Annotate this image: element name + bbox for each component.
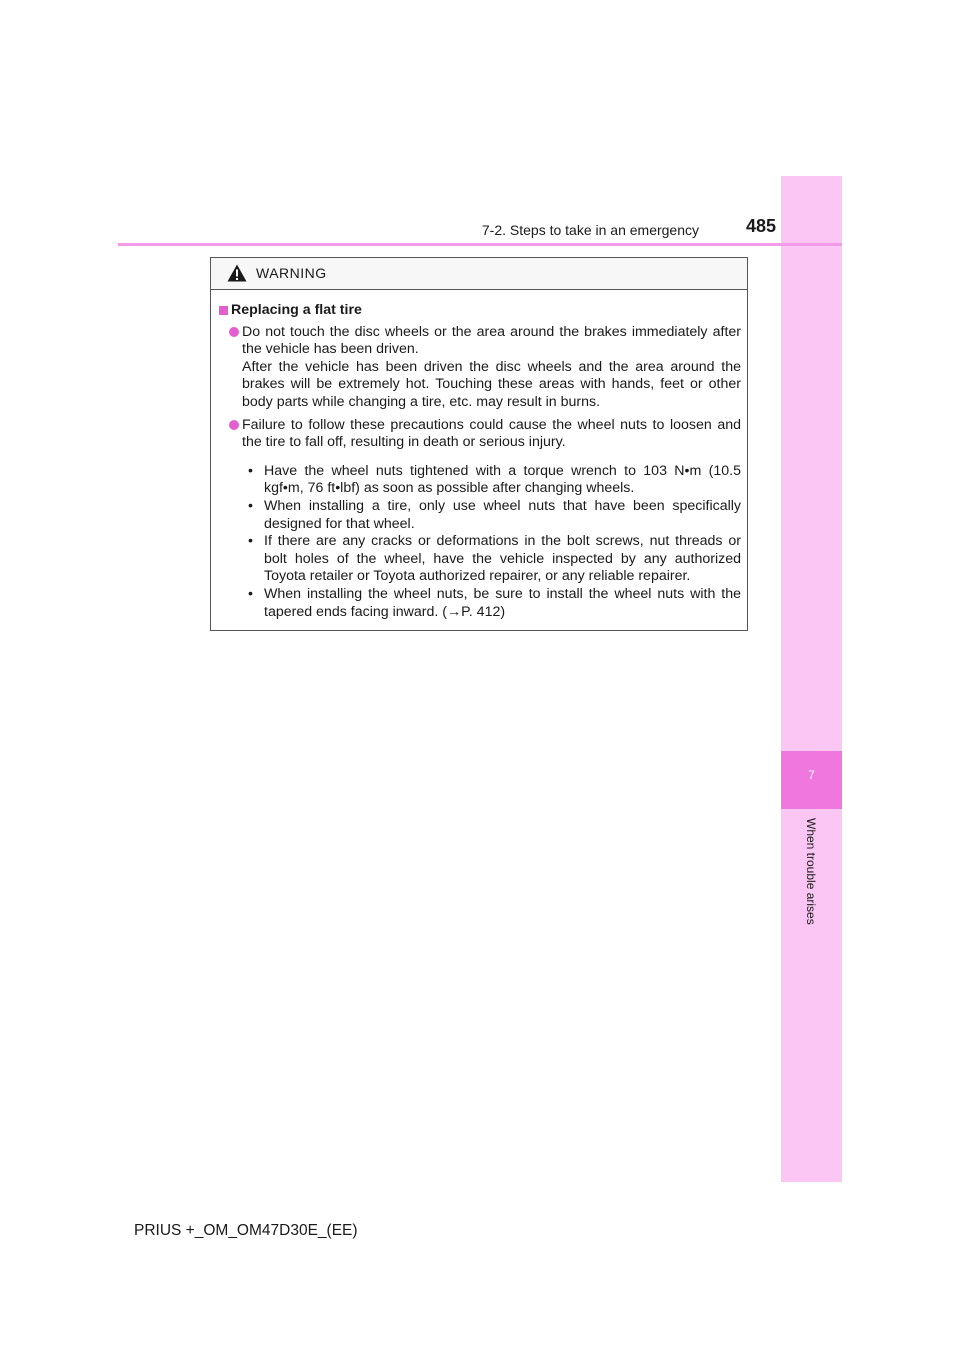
subheading-text: Replacing a flat tire <box>231 302 362 318</box>
sub-item-marker: • <box>248 533 253 550</box>
sub-item-marker: • <box>248 585 253 602</box>
footer-doc-code: PRIUS +_OM_OM47D30E_(EE) <box>134 1222 358 1239</box>
sub-item-text: Have the wheel nuts tightened with a torque wrench to 103 N•m (10.5 kgf•m, 76 ft•lbf) as soon as possible after changing wheels. <box>264 462 741 497</box>
sub-item-text: When installing the wheel nuts, be sure to install the wheel nuts with the tapered ends facing inward. (→P. 412) <box>264 585 741 620</box>
bullet-paragraph: Failure to follow these precautions could cause the wheel nuts to loosen and the tire to fall off, resulting in death or serious injury. <box>242 416 741 451</box>
sub-item <box>242 586 741 621</box>
page-number: 485 <box>745 216 776 236</box>
sub-item-marker: • <box>248 462 253 479</box>
bullet-paragraph: After the vehicle has been driven the disc wheels and the area around the brakes will be extremely hot. Touching these areas with hands, feet or other body parts while changing a tire, etc. may result in burns. <box>242 358 741 410</box>
round-bullet-icon <box>229 327 239 337</box>
side-tab <box>781 176 842 1182</box>
warning-bullet <box>219 417 741 452</box>
warning-body <box>211 290 747 621</box>
warning-title: WARNING <box>256 265 327 281</box>
sub-item <box>242 533 741 586</box>
side-chapter-title: When trouble arises <box>804 818 818 925</box>
sub-item-list <box>219 463 741 621</box>
header-rule <box>118 243 842 246</box>
warning-triangle-icon <box>227 264 247 282</box>
warning-bullet <box>219 324 741 412</box>
round-bullet-icon <box>229 420 239 430</box>
square-bullet-icon <box>219 306 228 315</box>
sub-item <box>242 463 741 498</box>
sub-item-text: When installing a tire, only use wheel nuts that have been specifically designed for that wheel. <box>264 497 741 532</box>
warning-subheading <box>219 302 741 320</box>
sub-item <box>242 498 741 533</box>
sub-item-text: If there are any cracks or deformations in the bolt screws, nut threads or bolt holes of the wheel, have the vehicle inspected by any authorized Toyota retailer or Toyota authorized repairer, or any reliable repairer. <box>264 533 741 585</box>
side-chapter-number: 7 <box>808 768 815 782</box>
warning-box <box>210 257 748 631</box>
bullet-paragraph: Do not touch the disc wheels or the area around the brakes immediately after the vehicle has been driven. <box>242 323 741 358</box>
sub-item-marker: • <box>248 497 253 514</box>
warning-header <box>211 258 747 290</box>
header-section: 7-2. Steps to take in an emergency <box>481 222 699 238</box>
